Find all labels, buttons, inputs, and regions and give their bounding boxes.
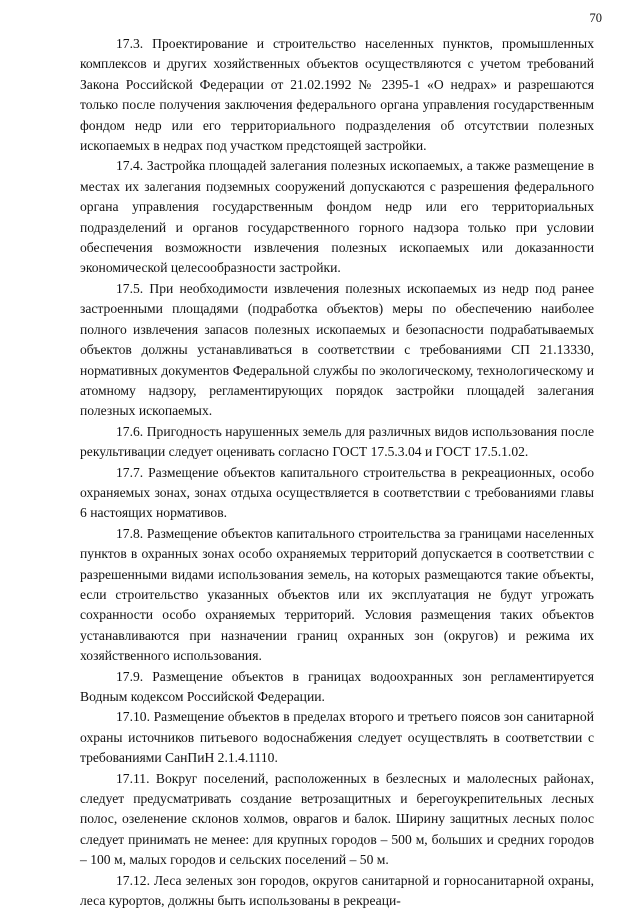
paragraph-17-9: 17.9. Размещение объектов в границах водоохранных зон регламентируется Водным кодексом Российской Федерации. — [80, 668, 594, 704]
paragraph-17-7: 17.7. Размещение объектов капитального строительства в рекреационных, особо охраняемых зонах, зонах отдыха осуществляется в соответствии с требованиями главы 6 настоящих нормативов. — [80, 464, 594, 521]
paragraph-17-6: 17.6. Пригодность нарушенных земель для различных видов использования после рекультивации следует оценивать согласно ГОСТ 17.5.3.04 и ГОСТ 17.5.1.02. — [80, 423, 594, 460]
paragraph-17-3: 17.3. Проектирование и строительство населенных пунктов, промышленных комплексов и других хозяйственных объектов осуществляются с учетом требований Закона Российской Федерации от 21.02.1992 № 2395-1 «О недрах» и разрешаются только после получения заключения федерального органа управления государственным фондом недр или его территориального подразделения об отсутствии полезных ископаемых в недрах под участком предстоящей застройки. — [80, 36, 594, 154]
paragraph-17-12: 17.12. Леса зеленых зон городов, округов санитарной и горносанитарной охраны, леса курортов, должны быть использованы в рекреаци- — [80, 872, 594, 909]
paragraph-17-5: 17.5. При необходимости извлечения полезных ископаемых из недр под ранее застроенными площадями (подработка объектов) меры по обеспечению наиболее полного извлечения запасов полезных ископаемых и безопасности подрабатываемых объектов должны устанавливаться в соответствии с требованиями СП 21.13330, нормативных документов Федеральной службы по экологическому, технологическому и атомному надзору, регламентирующих порядок застройки площадей залегания полезных ископаемых. — [80, 280, 594, 419]
paragraph-17-11: 17.11. Вокруг поселений, расположенных в безлесных и малолесных районах, следует предусматривать создание ветрозащитных и берегоукрепительных лесных полос, озеленение склонов холмов, оврагов и балок. Ширину защитных лесных полос следует принимать не менее: для крупных городов – 500 м, больших и средних городов – 100 м, малых городов и сельских поселений – 50 м. — [80, 770, 594, 868]
document-body — [80, 34, 594, 911]
paragraph-17-8: 17.8. Размещение объектов капитального строительства за границами населенных пунктов в охранных зонах особо охраняемых территорий допускается в соответствии с разрешенными видами использования земель, на которых размещаются такие объекты, если строительство указанных объектов или их эксплуатация не будут угрожать сохранности особо охраняемых территорий. Условия размещения таких объектов устанавливаются при назначении границ охранных зон (округов) и режима их хозяйственного использования. — [80, 525, 594, 664]
paragraph-17-4: 17.4. Застройка площадей залегания полезных ископаемых, а также размещение в местах их залегания подземных сооружений допускаются с разрешения федерального органа управления государственным фондом недр или его территориальных подразделений и органов государственного горного надзора только при условии обеспечения возможности извлечения полезных ископаемых или доказанности экономической целесообразности застройки. — [80, 158, 594, 276]
page-number: 70 — [589, 11, 602, 25]
paragraph-17-10: 17.10. Размещение объектов в пределах второго и третьего поясов зон санитарной охраны источников питьевого водоснабжения следует осуществлять в соответствии с требованиями СанПиН 2.1.4.1110. — [80, 709, 594, 766]
